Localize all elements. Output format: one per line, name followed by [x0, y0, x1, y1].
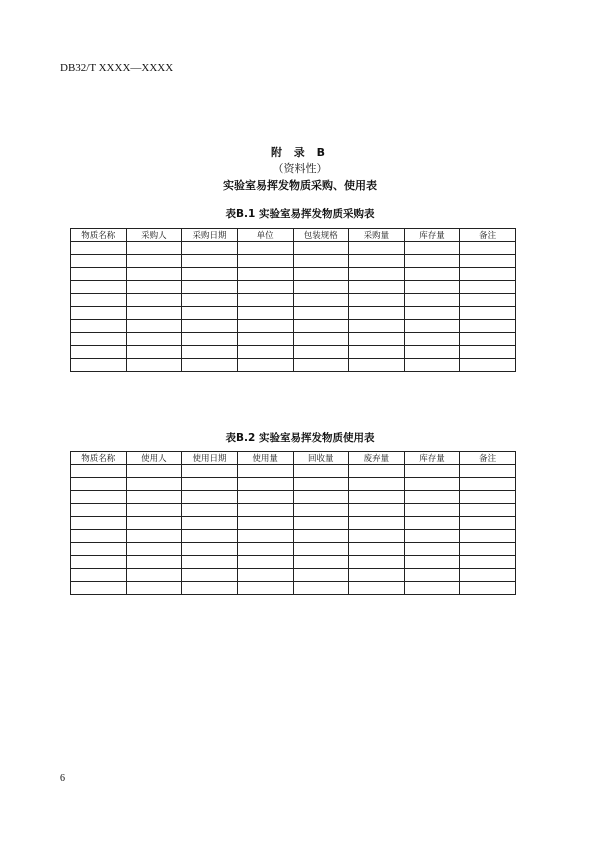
table-cell: [71, 569, 127, 582]
table-cell: [293, 333, 349, 346]
table-cell: [349, 307, 405, 320]
table-cell: [182, 320, 238, 333]
table-cell: [237, 517, 293, 530]
table-cell: [71, 281, 127, 294]
table-cell: [460, 491, 516, 504]
table-cell: [126, 478, 182, 491]
table-cell: [71, 268, 127, 281]
table-cell: [349, 504, 405, 517]
table-cell: [293, 504, 349, 517]
table-cell: [293, 465, 349, 478]
table-cell: [71, 543, 127, 556]
table-cell: [293, 359, 349, 372]
table-cell: [404, 517, 460, 530]
table-cell: [460, 543, 516, 556]
table-cell: [237, 294, 293, 307]
table-cell: [71, 307, 127, 320]
table-row: [71, 543, 516, 556]
col-header: 回收量: [293, 452, 349, 465]
table-cell: [71, 517, 127, 530]
table-cell: [126, 517, 182, 530]
table-row: [71, 504, 516, 517]
table-row: [71, 582, 516, 595]
table-cell: [460, 268, 516, 281]
table-cell: [237, 307, 293, 320]
table-cell: [237, 569, 293, 582]
table-cell: [182, 346, 238, 359]
table-cell: [404, 333, 460, 346]
table-cell: [293, 242, 349, 255]
table-row: [71, 346, 516, 359]
table-cell: [71, 556, 127, 569]
table-cell: [126, 242, 182, 255]
col-header: 库存量: [404, 452, 460, 465]
table-cell: [404, 543, 460, 556]
table-row: [71, 281, 516, 294]
table-cell: [182, 465, 238, 478]
table-cell: [404, 346, 460, 359]
table-cell: [182, 569, 238, 582]
table-cell: [237, 346, 293, 359]
procurement-table: [70, 228, 516, 372]
appendix-name: 实验室易挥发物质采购、使用表: [223, 179, 377, 192]
col-header: 备注: [460, 452, 516, 465]
table-row: [71, 307, 516, 320]
table-row: [71, 333, 516, 346]
table-cell: [126, 268, 182, 281]
table-cell: [71, 346, 127, 359]
table-cell: [182, 543, 238, 556]
table-cell: [293, 543, 349, 556]
table-cell: [126, 281, 182, 294]
table-cell: [293, 255, 349, 268]
table-cell: [293, 281, 349, 294]
table-cell: [349, 543, 405, 556]
document-code: DB32/T XXXX—XXXX: [60, 62, 174, 74]
table-cell: [126, 530, 182, 543]
table-cell: [404, 491, 460, 504]
appendix-nature: （资料性）: [272, 162, 328, 175]
col-header: 采购日期: [182, 229, 238, 242]
col-header: 备注: [460, 229, 516, 242]
table-cell: [71, 478, 127, 491]
table-row: [71, 465, 516, 478]
table-cell: [126, 569, 182, 582]
table-cell: [182, 530, 238, 543]
col-header: 采购量: [349, 229, 405, 242]
table-cell: [349, 294, 405, 307]
col-header: 包装规格: [293, 229, 349, 242]
table-cell: [293, 320, 349, 333]
col-header: 物质名称: [71, 229, 127, 242]
table-cell: [182, 491, 238, 504]
table-cell: [460, 530, 516, 543]
table-header-row: [71, 229, 516, 242]
table-cell: [237, 543, 293, 556]
table-cell: [349, 556, 405, 569]
table-cell: [182, 359, 238, 372]
table-cell: [293, 556, 349, 569]
table-cell: [349, 281, 405, 294]
table-cell: [404, 530, 460, 543]
table-cell: [404, 281, 460, 294]
table-cell: [237, 504, 293, 517]
usage-table: [70, 451, 516, 595]
page-number: 6: [60, 773, 65, 784]
table-cell: [71, 504, 127, 517]
table-cell: [349, 582, 405, 595]
table-row: [71, 478, 516, 491]
table-cell: [404, 569, 460, 582]
table-cell: [126, 582, 182, 595]
table-cell: [71, 242, 127, 255]
table-cell: [126, 504, 182, 517]
table-cell: [460, 307, 516, 320]
table-cell: [349, 465, 405, 478]
col-header: 使用人: [126, 452, 182, 465]
table1-caption: 表B.1 实验室易挥发物质采购表: [225, 208, 375, 220]
table-cell: [460, 582, 516, 595]
table-cell: [404, 504, 460, 517]
table-cell: [349, 268, 405, 281]
table-row: [71, 242, 516, 255]
table-cell: [460, 556, 516, 569]
table-row: [71, 320, 516, 333]
table-cell: [182, 294, 238, 307]
table-row: [71, 359, 516, 372]
table-cell: [237, 255, 293, 268]
table-cell: [404, 268, 460, 281]
table-cell: [404, 556, 460, 569]
table-cell: [293, 491, 349, 504]
table-cell: [126, 556, 182, 569]
table-cell: [404, 320, 460, 333]
table-cell: [237, 242, 293, 255]
table-row: [71, 268, 516, 281]
table2-caption: 表B.2 实验室易挥发物质使用表: [225, 432, 375, 444]
table-cell: [404, 255, 460, 268]
table-cell: [182, 582, 238, 595]
col-header: 使用量: [237, 452, 293, 465]
table-cell: [182, 517, 238, 530]
table-cell: [404, 582, 460, 595]
appendix-title: 附 录 B: [270, 146, 330, 159]
table-cell: [349, 478, 405, 491]
table-cell: [349, 517, 405, 530]
table-cell: [237, 465, 293, 478]
table-cell: [71, 294, 127, 307]
table-cell: [237, 320, 293, 333]
table-cell: [126, 294, 182, 307]
table-cell: [404, 294, 460, 307]
table-cell: [349, 255, 405, 268]
table-cell: [182, 504, 238, 517]
table-cell: [349, 359, 405, 372]
col-header: 使用日期: [182, 452, 238, 465]
table-cell: [182, 268, 238, 281]
table-cell: [460, 294, 516, 307]
table-cell: [293, 582, 349, 595]
table-cell: [126, 543, 182, 556]
table-cell: [126, 359, 182, 372]
table-cell: [460, 346, 516, 359]
col-header: 库存量: [404, 229, 460, 242]
table-cell: [293, 569, 349, 582]
table-cell: [71, 465, 127, 478]
table-cell: [237, 530, 293, 543]
table-cell: [349, 530, 405, 543]
table-cell: [237, 491, 293, 504]
table-cell: [460, 504, 516, 517]
table-cell: [182, 242, 238, 255]
table-row: [71, 294, 516, 307]
table-cell: [460, 281, 516, 294]
table-cell: [182, 333, 238, 346]
table-cell: [126, 346, 182, 359]
col-header: 物质名称: [71, 452, 127, 465]
table-row: [71, 530, 516, 543]
table-cell: [293, 517, 349, 530]
table-cell: [126, 465, 182, 478]
table-cell: [182, 255, 238, 268]
table-cell: [460, 359, 516, 372]
table-cell: [404, 307, 460, 320]
col-header: 废弃量: [349, 452, 405, 465]
table-cell: [237, 556, 293, 569]
table-cell: [293, 346, 349, 359]
table-row: [71, 556, 516, 569]
table-cell: [126, 307, 182, 320]
table-row: [71, 569, 516, 582]
table-cell: [71, 582, 127, 595]
table-cell: [237, 359, 293, 372]
table-cell: [349, 320, 405, 333]
table-row: [71, 517, 516, 530]
table-row: [71, 255, 516, 268]
table-cell: [460, 478, 516, 491]
table-cell: [237, 582, 293, 595]
table-cell: [71, 255, 127, 268]
table-cell: [182, 478, 238, 491]
table-cell: [126, 333, 182, 346]
table-cell: [293, 268, 349, 281]
table-cell: [126, 255, 182, 268]
table-cell: [71, 491, 127, 504]
table-cell: [460, 255, 516, 268]
table-cell: [460, 333, 516, 346]
table-cell: [404, 359, 460, 372]
table-cell: [349, 346, 405, 359]
table-cell: [71, 333, 127, 346]
table-cell: [349, 491, 405, 504]
table-cell: [182, 281, 238, 294]
table-cell: [126, 320, 182, 333]
table-cell: [237, 268, 293, 281]
table-cell: [349, 569, 405, 582]
table-cell: [293, 478, 349, 491]
table-cell: [404, 465, 460, 478]
table-cell: [404, 242, 460, 255]
table-cell: [126, 491, 182, 504]
table-row: [71, 491, 516, 504]
table-cell: [293, 294, 349, 307]
table-cell: [460, 517, 516, 530]
table-cell: [349, 242, 405, 255]
table-header-row: [71, 452, 516, 465]
table-cell: [71, 359, 127, 372]
table-cell: [71, 530, 127, 543]
table-cell: [71, 320, 127, 333]
table-cell: [182, 307, 238, 320]
table-cell: [460, 242, 516, 255]
table-cell: [460, 465, 516, 478]
col-header: 采购人: [126, 229, 182, 242]
table-cell: [293, 530, 349, 543]
table-cell: [293, 307, 349, 320]
table-cell: [237, 478, 293, 491]
table-cell: [460, 320, 516, 333]
col-header: 单位: [237, 229, 293, 242]
table-cell: [460, 569, 516, 582]
table-cell: [182, 556, 238, 569]
table-cell: [349, 333, 405, 346]
table-cell: [237, 333, 293, 346]
table-cell: [237, 281, 293, 294]
table-cell: [404, 478, 460, 491]
